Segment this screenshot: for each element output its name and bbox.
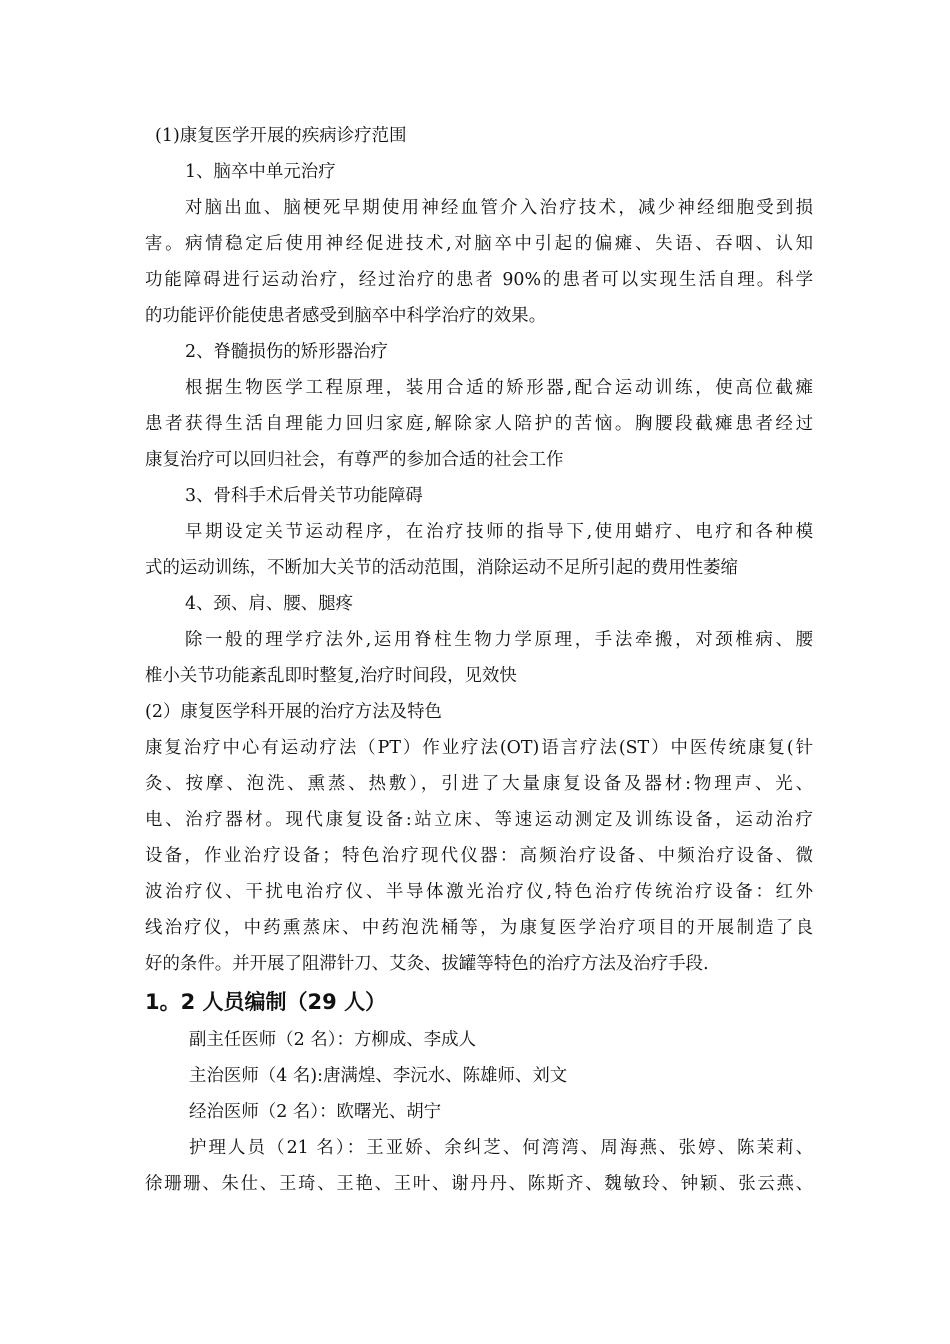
section-2-paragraph-line: 康复治疗中心有运动疗法（PT）作业疗法(OT)语言疗法(ST）中医传统康复(针 [145, 738, 813, 758]
section-2-paragraph-line: 波治疗仪、干扰电治疗仪、半导体激光治疗仪,特色治疗传统治疗设备：红外 [145, 882, 813, 902]
item-2-paragraph-line: 患者获得生活自理能力回归家庭,解除家人陪护的苦恼。胸腰段截瘫患者经过 [145, 414, 813, 434]
section-2-paragraph-line: 电、治疗器材。现代康复设备:站立床、等速运动测定及训练设备，运动治疗 [145, 810, 813, 830]
item-1-paragraph-line: 功能障碍进行运动治疗，经过治疗的患者 90%的患者可以实现生活自理。科学 [145, 270, 813, 290]
staff-line: 副主任医师（2 名）：方柳成、李成人 [189, 1030, 477, 1050]
item-3-paragraph-line: 式的运动训练，不断加大关节的活动范围，消除运动不足所引起的费用性萎缩 [145, 558, 738, 578]
item-2-title: 2、脊髓损伤的矫形器治疗 [185, 342, 388, 362]
item-2-paragraph-line: 根据生物医学工程原理，装用合适的矫形器,配合运动训练，使高位截瘫 [185, 378, 813, 398]
staff-line: 经治医师（2 名）：欧曙光、胡宁 [189, 1102, 442, 1122]
item-4-title: 4、颈、肩、腰、腿疼 [185, 594, 354, 614]
staff-line: 主治医师（4 名):唐满煌、李沅水、陈雄师、刘文 [189, 1066, 568, 1086]
staffing-heading: 1。2 人员编制（29 人） [145, 990, 387, 1014]
section-1-title: (1)康复医学开展的疾病诊疗范围 [155, 126, 407, 146]
item-3-title: 3、骨科手术后骨关节功能障碍 [185, 486, 423, 506]
staff-line: 徐珊珊、朱仕、王琦、王艳、王叶、谢丹丹、陈斯齐、魏敏玲、钟颖、张云燕、 [145, 1174, 813, 1194]
staff-line: 护理人员（21 名）：王亚娇、余纠芝、何湾湾、周海燕、张婷、陈茉莉、 [189, 1138, 813, 1158]
section-2-paragraph-line: 灸、按摩、泡洗、熏蒸、热敷），引进了大量康复设备及器材:物理声、光、 [145, 774, 813, 794]
item-1-paragraph-line: 的功能评价能使患者感受到脑卒中科学治疗的效果。 [145, 306, 547, 326]
section-2-title: (2）康复医学科开展的治疗方法及特色 [145, 702, 443, 722]
item-4-paragraph-line: 椎小关节功能紊乱即时整复,治疗时间段，见效快 [145, 666, 517, 686]
section-2-paragraph-line: 好的条件。并开展了阻滞针刀、艾灸、拔罐等特色的治疗方法及治疗手段. [145, 954, 709, 974]
item-1-title: 1、脑卒中单元治疗 [185, 162, 336, 182]
item-4-paragraph-line: 除一般的理学疗法外,运用脊柱生物力学原理，手法牵搬，对颈椎病、腰 [185, 630, 813, 650]
item-2-paragraph-line: 康复治疗可以回归社会，有尊严的参加合适的社会工作 [145, 450, 564, 470]
item-1-paragraph-line: 对脑出血、脑梗死早期使用神经血管介入治疗技术，减少神经细胞受到损 [185, 198, 813, 218]
section-2-paragraph-line: 设备，作业治疗设备；特色治疗现代仪器：高频治疗设备、中频治疗设备、微 [145, 846, 813, 866]
document-body [145, 118, 813, 1202]
section-2-paragraph-line: 线治疗仪，中药熏蒸床、中药泡洗桶等，为康复医学治疗项目的开展制造了良 [145, 918, 813, 938]
item-1-paragraph-line: 害。病情稳定后使用神经促进技术,对脑卒中引起的偏瘫、失语、吞咽、认知 [145, 234, 813, 254]
item-3-paragraph-line: 早期设定关节运动程序，在治疗技师的指导下,使用蜡疗、电疗和各种模 [185, 522, 813, 542]
